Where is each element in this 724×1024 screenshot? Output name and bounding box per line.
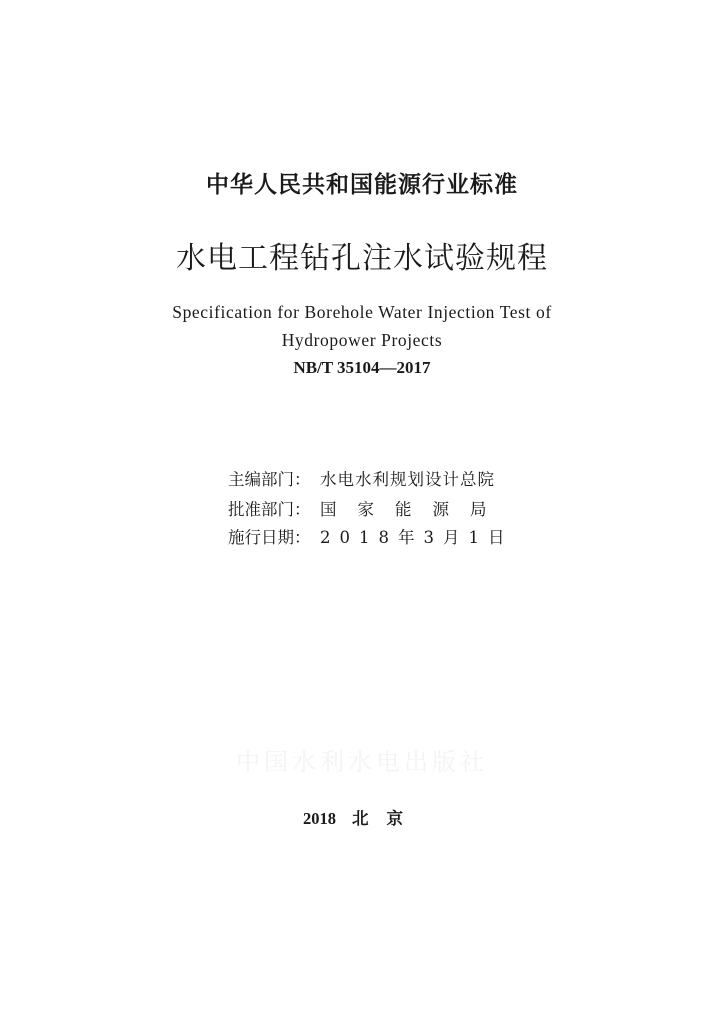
editor-value: 水电水利规划设计总院 xyxy=(320,470,495,489)
standard-title-chinese: 水电工程钻孔注水试验规程 xyxy=(176,241,548,276)
imprint-year: 2018 xyxy=(303,809,336,828)
effective-date-label: 施行日期： xyxy=(228,528,311,547)
publisher-watermark: 中国水利水电出版社 xyxy=(236,748,488,776)
standard-number: NB/T 35104—2017 xyxy=(293,358,431,377)
editor-row xyxy=(228,466,528,490)
editor-label: 主编部门： xyxy=(228,470,311,489)
effective-date-value: 2018年3月1日 xyxy=(320,528,514,547)
publication-imprint xyxy=(0,805,724,829)
approver-row xyxy=(228,496,528,520)
approver-label: 批准部门： xyxy=(228,500,311,519)
standard-title-english-line-1: Specification for Borehole Water Injection Test of xyxy=(172,302,552,322)
effective-date-row xyxy=(228,524,528,548)
imprint-city: 北京 xyxy=(352,809,421,828)
standard-title-english-line-2: Hydropower Projects xyxy=(281,330,443,350)
approver-value: 国家能源局 xyxy=(320,500,508,519)
issuing-authority-heading: 中华人民共和国能源行业标准 xyxy=(206,172,518,198)
